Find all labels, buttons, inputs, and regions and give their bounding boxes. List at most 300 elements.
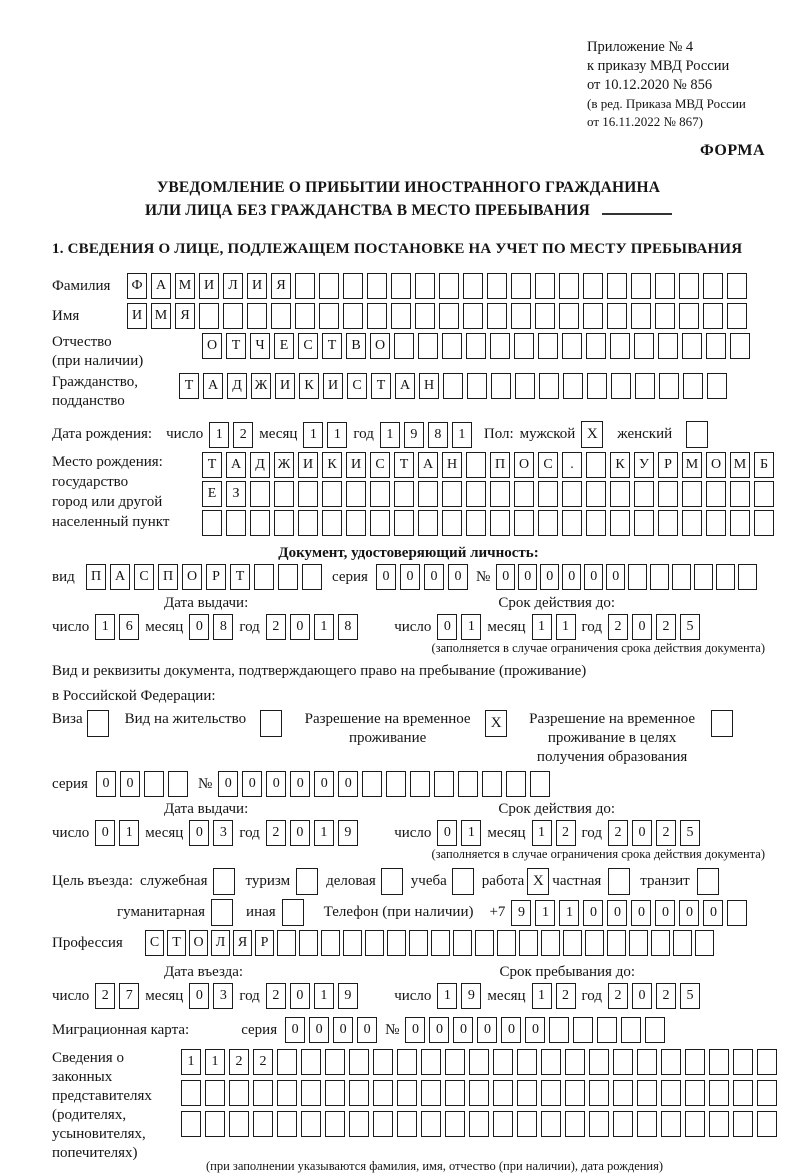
char-box[interactable]: О [706, 452, 726, 478]
char-box[interactable]: Н [419, 373, 439, 399]
char-box[interactable] [250, 510, 270, 536]
char-box[interactable]: . [562, 452, 582, 478]
char-box[interactable] [733, 1080, 753, 1106]
char-box[interactable] [490, 333, 510, 359]
purpose-study-checkbox[interactable] [452, 868, 474, 895]
char-box[interactable]: Т [167, 930, 186, 956]
birth-year-boxes[interactable] [380, 422, 472, 448]
char-box[interactable] [727, 303, 747, 329]
char-box[interactable]: 0 [540, 564, 559, 590]
char-box[interactable] [634, 481, 654, 507]
char-box[interactable] [655, 273, 675, 299]
char-box[interactable]: Ч [250, 333, 270, 359]
char-box[interactable]: 0 [405, 1017, 425, 1043]
char-box[interactable] [682, 481, 702, 507]
char-box[interactable] [706, 481, 726, 507]
purpose-other-checkbox[interactable] [282, 899, 304, 926]
char-box[interactable]: С [134, 564, 154, 590]
char-box[interactable] [539, 373, 559, 399]
char-box[interactable]: 1 [181, 1049, 201, 1075]
char-box[interactable]: А [110, 564, 130, 590]
char-box[interactable] [469, 1049, 489, 1075]
char-box[interactable] [458, 771, 478, 797]
char-box[interactable] [391, 273, 411, 299]
char-box[interactable] [274, 510, 294, 536]
char-box[interactable] [727, 273, 747, 299]
char-box[interactable] [322, 481, 342, 507]
char-box[interactable]: 2 [556, 983, 576, 1009]
char-box[interactable] [349, 1111, 369, 1137]
char-box[interactable] [346, 510, 366, 536]
char-box[interactable]: 3 [213, 983, 233, 1009]
char-box[interactable] [394, 481, 414, 507]
char-box[interactable]: К [322, 452, 342, 478]
char-box[interactable] [493, 1049, 513, 1075]
char-box[interactable]: 0 [309, 1017, 329, 1043]
char-box[interactable] [754, 510, 774, 536]
char-box[interactable] [466, 452, 486, 478]
char-box[interactable]: С [370, 452, 390, 478]
char-box[interactable] [757, 1111, 777, 1137]
char-box[interactable]: 0 [583, 900, 603, 926]
char-box[interactable] [367, 303, 387, 329]
char-box[interactable]: Т [230, 564, 250, 590]
char-box[interactable] [373, 1080, 393, 1106]
char-box[interactable] [443, 373, 463, 399]
char-box[interactable]: 1 [461, 614, 481, 640]
char-box[interactable]: 0 [314, 771, 334, 797]
char-box[interactable] [325, 1049, 345, 1075]
char-box[interactable]: Е [274, 333, 294, 359]
char-box[interactable] [229, 1111, 249, 1137]
char-box[interactable] [421, 1049, 441, 1075]
char-box[interactable]: Ф [127, 273, 147, 299]
doc-issue-day-boxes[interactable] [95, 614, 139, 640]
char-box[interactable]: 1 [209, 422, 229, 448]
char-box[interactable] [541, 1080, 561, 1106]
doc-series-boxes[interactable] [376, 564, 468, 590]
char-box[interactable]: И [275, 373, 295, 399]
char-box[interactable] [565, 1111, 585, 1137]
char-box[interactable] [585, 930, 604, 956]
char-box[interactable]: 0 [290, 983, 310, 1009]
char-box[interactable] [757, 1080, 777, 1106]
char-box[interactable] [637, 1111, 657, 1137]
char-box[interactable] [250, 481, 270, 507]
char-box[interactable]: О [189, 930, 208, 956]
char-box[interactable]: 1 [327, 422, 347, 448]
residence-expiry-month-boxes[interactable] [532, 820, 576, 846]
char-box[interactable] [168, 771, 188, 797]
char-box[interactable] [535, 303, 555, 329]
char-box[interactable] [519, 930, 538, 956]
char-box[interactable]: 9 [404, 422, 424, 448]
char-box[interactable] [445, 1049, 465, 1075]
char-box[interactable] [391, 303, 411, 329]
char-box[interactable] [645, 1017, 665, 1043]
char-box[interactable] [445, 1080, 465, 1106]
residence-issue-year-boxes[interactable] [266, 820, 358, 846]
char-box[interactable] [506, 771, 526, 797]
char-box[interactable]: 6 [119, 614, 139, 640]
char-box[interactable]: И [127, 303, 147, 329]
char-box[interactable] [497, 930, 516, 956]
char-box[interactable]: Д [250, 452, 270, 478]
char-box[interactable] [387, 930, 406, 956]
char-box[interactable] [583, 303, 603, 329]
residence-expiry-year-boxes[interactable] [608, 820, 700, 846]
char-box[interactable]: Ж [251, 373, 271, 399]
char-box[interactable]: 1 [380, 422, 400, 448]
doc-expiry-month-boxes[interactable] [532, 614, 576, 640]
char-box[interactable] [410, 771, 430, 797]
char-box[interactable]: 2 [233, 422, 253, 448]
char-box[interactable] [490, 481, 510, 507]
char-box[interactable] [673, 930, 692, 956]
char-box[interactable]: Я [233, 930, 252, 956]
char-box[interactable] [559, 273, 579, 299]
char-box[interactable] [277, 1111, 297, 1137]
purpose-work-checkbox[interactable]: X [527, 868, 549, 895]
char-box[interactable] [586, 452, 606, 478]
char-box[interactable]: 2 [229, 1049, 249, 1075]
char-box[interactable]: 9 [461, 983, 481, 1009]
char-box[interactable]: С [145, 930, 164, 956]
char-box[interactable]: 1 [205, 1049, 225, 1075]
doc-number-boxes[interactable] [496, 564, 757, 590]
char-box[interactable]: 1 [314, 614, 334, 640]
purpose-humanitarian-checkbox[interactable] [211, 899, 233, 926]
char-box[interactable] [202, 510, 222, 536]
char-box[interactable] [205, 1111, 225, 1137]
char-box[interactable]: Р [206, 564, 226, 590]
stay-year-boxes[interactable] [608, 983, 700, 1009]
char-box[interactable]: 2 [608, 983, 628, 1009]
char-box[interactable]: М [151, 303, 171, 329]
char-box[interactable]: 1 [314, 983, 334, 1009]
char-box[interactable] [559, 303, 579, 329]
char-box[interactable] [271, 303, 291, 329]
doc-expiry-year-boxes[interactable] [608, 614, 700, 640]
char-box[interactable]: 2 [656, 614, 676, 640]
char-box[interactable] [530, 771, 550, 797]
char-box[interactable] [651, 930, 670, 956]
char-box[interactable]: 1 [532, 983, 552, 1009]
char-box[interactable]: 1 [303, 422, 323, 448]
char-box[interactable] [205, 1080, 225, 1106]
purpose-commercial-checkbox[interactable] [381, 868, 403, 895]
char-box[interactable] [253, 1111, 273, 1137]
char-box[interactable]: Т [226, 333, 246, 359]
given-name-boxes[interactable] [127, 303, 747, 329]
purpose-transit-checkbox[interactable] [697, 868, 719, 895]
char-box[interactable] [672, 564, 691, 590]
char-box[interactable]: А [418, 452, 438, 478]
legal-reps-boxes-row1[interactable] [181, 1049, 777, 1075]
char-box[interactable]: 0 [496, 564, 515, 590]
char-box[interactable] [621, 1017, 641, 1043]
char-box[interactable] [685, 1080, 705, 1106]
char-box[interactable] [613, 1080, 633, 1106]
char-box[interactable]: 0 [290, 771, 310, 797]
char-box[interactable]: 0 [437, 614, 457, 640]
char-box[interactable] [386, 771, 406, 797]
char-box[interactable]: Т [394, 452, 414, 478]
char-box[interactable]: 0 [400, 564, 420, 590]
char-box[interactable]: К [299, 373, 319, 399]
char-box[interactable] [607, 273, 627, 299]
char-box[interactable]: 5 [680, 820, 700, 846]
char-box[interactable]: 0 [655, 900, 675, 926]
char-box[interactable]: 0 [189, 983, 209, 1009]
char-box[interactable] [538, 510, 558, 536]
char-box[interactable] [511, 273, 531, 299]
char-box[interactable] [613, 1049, 633, 1075]
legal-reps-boxes-row2[interactable] [181, 1080, 777, 1106]
char-box[interactable] [514, 510, 534, 536]
char-box[interactable] [199, 303, 219, 329]
char-box[interactable]: 0 [357, 1017, 377, 1043]
char-box[interactable] [343, 930, 362, 956]
char-box[interactable]: 0 [632, 983, 652, 1009]
char-box[interactable] [349, 1080, 369, 1106]
char-box[interactable] [658, 510, 678, 536]
char-box[interactable] [466, 510, 486, 536]
char-box[interactable]: К [610, 452, 630, 478]
sex-male-checkbox[interactable]: X [581, 421, 603, 448]
char-box[interactable] [730, 333, 750, 359]
char-box[interactable] [144, 771, 164, 797]
char-box[interactable] [181, 1080, 201, 1106]
char-box[interactable] [349, 1049, 369, 1075]
char-box[interactable]: 0 [189, 820, 209, 846]
char-box[interactable] [439, 273, 459, 299]
char-box[interactable] [586, 333, 606, 359]
char-box[interactable] [709, 1111, 729, 1137]
stay-day-boxes[interactable] [437, 983, 481, 1009]
char-box[interactable] [709, 1049, 729, 1075]
char-box[interactable]: Ж [274, 452, 294, 478]
char-box[interactable] [370, 510, 390, 536]
char-box[interactable] [562, 333, 582, 359]
doc-expiry-day-boxes[interactable] [437, 614, 481, 640]
birth-month-boxes[interactable] [303, 422, 347, 448]
char-box[interactable] [541, 1049, 561, 1075]
char-box[interactable] [634, 510, 654, 536]
char-box[interactable] [733, 1111, 753, 1137]
char-box[interactable] [685, 1111, 705, 1137]
char-box[interactable]: 2 [95, 983, 115, 1009]
char-box[interactable] [254, 564, 274, 590]
migration-series-boxes[interactable] [285, 1017, 377, 1043]
char-box[interactable] [365, 930, 384, 956]
char-box[interactable] [682, 333, 702, 359]
residence-permit-checkbox[interactable] [260, 710, 282, 737]
birth-place-boxes-row3[interactable] [202, 510, 774, 536]
char-box[interactable] [586, 510, 606, 536]
char-box[interactable] [661, 1080, 681, 1106]
char-box[interactable] [295, 273, 315, 299]
char-box[interactable]: 1 [314, 820, 334, 846]
citizenship-boxes[interactable] [179, 373, 727, 399]
char-box[interactable] [442, 510, 462, 536]
char-box[interactable]: 0 [448, 564, 468, 590]
char-box[interactable] [475, 930, 494, 956]
char-box[interactable]: 0 [242, 771, 262, 797]
residence-series-boxes[interactable] [96, 771, 188, 797]
char-box[interactable]: Т [371, 373, 391, 399]
char-box[interactable]: Л [223, 273, 243, 299]
char-box[interactable]: П [490, 452, 510, 478]
birth-place-boxes-row2[interactable] [202, 481, 774, 507]
char-box[interactable] [517, 1111, 537, 1137]
char-box[interactable] [247, 303, 267, 329]
char-box[interactable]: 7 [119, 983, 139, 1009]
char-box[interactable]: 0 [518, 564, 537, 590]
char-box[interactable]: 1 [461, 820, 481, 846]
char-box[interactable] [299, 930, 318, 956]
surname-boxes[interactable] [127, 273, 747, 299]
char-box[interactable]: Я [175, 303, 195, 329]
birth-day-boxes[interactable] [209, 422, 253, 448]
purpose-business-checkbox[interactable] [213, 868, 235, 895]
char-box[interactable]: 8 [213, 614, 233, 640]
char-box[interactable] [661, 1049, 681, 1075]
char-box[interactable] [683, 373, 703, 399]
char-box[interactable] [442, 333, 462, 359]
char-box[interactable] [277, 1049, 297, 1075]
char-box[interactable] [610, 510, 630, 536]
char-box[interactable] [709, 1080, 729, 1106]
char-box[interactable] [589, 1080, 609, 1106]
char-box[interactable]: 0 [562, 564, 581, 590]
char-box[interactable] [517, 1049, 537, 1075]
char-box[interactable]: 1 [532, 614, 552, 640]
char-box[interactable] [610, 481, 630, 507]
char-box[interactable] [597, 1017, 617, 1043]
char-box[interactable]: 0 [606, 564, 625, 590]
char-box[interactable] [415, 303, 435, 329]
char-box[interactable]: 9 [338, 820, 358, 846]
residence-issue-day-boxes[interactable] [95, 820, 139, 846]
char-box[interactable]: А [151, 273, 171, 299]
char-box[interactable] [415, 273, 435, 299]
char-box[interactable] [466, 333, 486, 359]
char-box[interactable]: 5 [680, 983, 700, 1009]
char-box[interactable] [301, 1080, 321, 1106]
char-box[interactable] [367, 273, 387, 299]
char-box[interactable]: 0 [437, 820, 457, 846]
char-box[interactable] [442, 481, 462, 507]
char-box[interactable] [716, 564, 735, 590]
char-box[interactable] [319, 303, 339, 329]
char-box[interactable] [482, 771, 502, 797]
char-box[interactable] [658, 481, 678, 507]
char-box[interactable] [695, 930, 714, 956]
purpose-tourism-checkbox[interactable] [296, 868, 318, 895]
purpose-private-checkbox[interactable] [608, 868, 630, 895]
char-box[interactable]: 0 [120, 771, 140, 797]
char-box[interactable]: 9 [338, 983, 358, 1009]
char-box[interactable] [421, 1080, 441, 1106]
char-box[interactable] [659, 373, 679, 399]
char-box[interactable] [583, 273, 603, 299]
char-box[interactable]: Б [754, 452, 774, 478]
char-box[interactable] [493, 1080, 513, 1106]
char-box[interactable] [325, 1111, 345, 1137]
char-box[interactable]: 0 [333, 1017, 353, 1043]
char-box[interactable]: 9 [511, 900, 531, 926]
char-box[interactable]: 1 [119, 820, 139, 846]
char-box[interactable] [453, 930, 472, 956]
char-box[interactable] [362, 771, 382, 797]
char-box[interactable] [322, 510, 342, 536]
char-box[interactable] [321, 930, 340, 956]
doc-issue-year-boxes[interactable] [266, 614, 358, 640]
char-box[interactable] [679, 303, 699, 329]
char-box[interactable]: Н [442, 452, 462, 478]
char-box[interactable] [397, 1111, 417, 1137]
char-box[interactable]: С [538, 452, 558, 478]
char-box[interactable] [658, 333, 678, 359]
char-box[interactable]: 0 [189, 614, 209, 640]
char-box[interactable] [343, 273, 363, 299]
char-box[interactable]: Л [211, 930, 230, 956]
char-box[interactable]: 2 [266, 820, 286, 846]
char-box[interactable]: 0 [477, 1017, 497, 1043]
char-box[interactable]: О [182, 564, 202, 590]
char-box[interactable]: 5 [680, 614, 700, 640]
char-box[interactable] [703, 273, 723, 299]
char-box[interactable]: 0 [453, 1017, 473, 1043]
char-box[interactable] [635, 373, 655, 399]
char-box[interactable] [607, 930, 626, 956]
char-box[interactable] [409, 930, 428, 956]
char-box[interactable] [319, 273, 339, 299]
temp-residence-edu-checkbox[interactable] [711, 710, 733, 737]
residence-issue-month-boxes[interactable] [189, 820, 233, 846]
char-box[interactable]: Р [255, 930, 274, 956]
char-box[interactable] [589, 1111, 609, 1137]
char-box[interactable] [631, 303, 651, 329]
char-box[interactable]: 0 [584, 564, 603, 590]
char-box[interactable] [706, 510, 726, 536]
sex-female-checkbox[interactable] [686, 421, 708, 448]
char-box[interactable]: 2 [608, 614, 628, 640]
char-box[interactable]: З [226, 481, 246, 507]
char-box[interactable] [226, 510, 246, 536]
char-box[interactable] [229, 1080, 249, 1106]
char-box[interactable] [707, 373, 727, 399]
char-box[interactable] [223, 303, 243, 329]
char-box[interactable]: 2 [656, 820, 676, 846]
char-box[interactable] [685, 1049, 705, 1075]
char-box[interactable] [463, 273, 483, 299]
char-box[interactable]: Д [227, 373, 247, 399]
char-box[interactable] [514, 333, 534, 359]
char-box[interactable] [562, 481, 582, 507]
char-box[interactable] [397, 1049, 417, 1075]
char-box[interactable] [515, 373, 535, 399]
birth-place-boxes-row1[interactable] [202, 452, 774, 478]
char-box[interactable] [277, 1080, 297, 1106]
char-box[interactable]: 0 [96, 771, 116, 797]
char-box[interactable] [738, 564, 757, 590]
char-box[interactable] [431, 930, 450, 956]
char-box[interactable]: А [395, 373, 415, 399]
char-box[interactable] [514, 481, 534, 507]
char-box[interactable]: Т [179, 373, 199, 399]
